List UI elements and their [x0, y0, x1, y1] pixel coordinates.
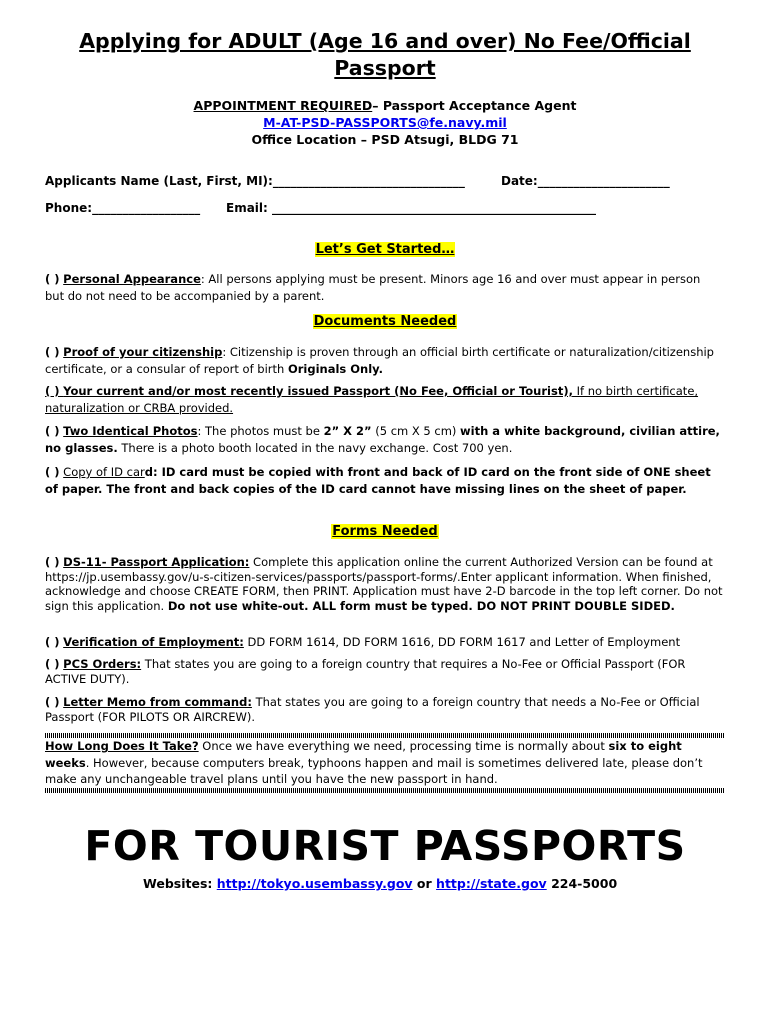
item-personal-appearance: ( ) Personal Appearance: All persons applying must be present. Minors age 16 and over must appear in person but do not need to be accompanied by a parent. [45, 272, 701, 303]
appointment-required: APPOINTMENT REQUIRED [193, 98, 373, 113]
item-title: Two Identical Photos [63, 424, 198, 438]
item-copy-of-id-card: ( ) Copy of ID card: ID card must be copied with front and back of ID card on the front side of ONE sheet of paper. The front and back copies of the ID card cannot have missing lines on the sheet of paper. [45, 465, 711, 496]
appointment-line [45, 97, 725, 114]
checkbox[interactable]: ( ) [45, 424, 60, 438]
title-line-2: Passport [334, 56, 436, 80]
how-long-paragraph: How Long Does It Take? Once we have everything we need, processing time is normally about six to eight weeks. However, because computers break, typhoons happen and mail is sometimes delivered late, please don’t make any unchangeable travel plans until you have the new passport in hand. [45, 739, 703, 786]
date-field[interactable]: Date:______________________ [501, 174, 670, 188]
checkbox[interactable]: ( ) [45, 384, 60, 398]
item-title: Personal Appearance [63, 272, 201, 286]
section-documents-needed: Documents Needed [313, 314, 457, 329]
checkbox[interactable]: ( ) [45, 345, 60, 359]
phone-number: 224-5000 [546, 876, 618, 891]
checkbox[interactable]: ( ) [45, 635, 60, 649]
usembassy-link[interactable]: http://tokyo.usembassy.gov [216, 876, 413, 891]
checkbox[interactable]: ( ) [45, 657, 60, 671]
item-title: DS-11- Passport Application: [63, 555, 250, 569]
item-title: Verification of Employment: [63, 635, 244, 649]
section-forms-needed: Forms Needed [332, 524, 438, 539]
item-title: PCS Orders: [63, 657, 142, 671]
email-link[interactable]: M-AT-PSD-PASSPORTS@fe.navy.mil [263, 115, 507, 130]
phone-field[interactable]: Phone:__________________ [45, 201, 201, 215]
item-current-passport: ( ) Your current and/or most recently issued Passport (No Fee, Official or Tourist), If no birth certificate, naturalization or CRBA provided. [45, 384, 699, 415]
item-title: Proof of your citizenship [63, 345, 223, 359]
item-two-identical-photos: ( ) Two Identical Photos: The photos must be 2” X 2” (5 cm X 5 cm) with a white background, civilian attire, no glasses. There is a photo booth located in the navy exchange. Cost 700 yen. [45, 424, 720, 455]
item-letter-memo: ( ) Letter Memo from command: That states you are going to a foreign country that needs a No-Fee or Official Passport (FOR PILOTS OR AIRCREW). [45, 695, 700, 724]
acceptance-agent: – Passport Acceptance Agent [372, 98, 577, 113]
office-location: Office Location – PSD Atsugi, BLDG 71 [251, 132, 519, 147]
checkbox[interactable]: ( ) [45, 272, 60, 286]
state-gov-link[interactable]: http://state.gov [436, 876, 547, 891]
page-title [45, 28, 725, 82]
item-ds11-application: ( ) DS-11- Passport Application: Complete this application online the current Authorized Version can be found at https://jp.usembassy.gov/u-s-citizen-services/passports/passport-forms/.Enter applicant information. When finished, acknowledge and choose CREATE FORM, then PRINT. Application must have 2-D barcode in the top left corner. Do not sign this application. Do not use white-out. ALL form must be typed. DO NOT PRINT DOUBLE SIDED. [45, 555, 723, 613]
item-pcs-orders: ( ) PCS Orders: That states you are going to a foreign country that requires a No-Fee or Official Passport (FOR ACTIVE DUTY). [45, 657, 686, 686]
checkbox[interactable]: ( ) [45, 695, 60, 709]
checkbox[interactable]: ( ) [45, 465, 60, 479]
item-proof-of-citizenship: ( ) Proof of your citizenship: Citizenship is proven through an official birth certificate or naturalization/citizenship certificate, or a consular of report of birth Originals Only. [45, 345, 714, 376]
checkbox[interactable]: ( ) [45, 555, 60, 569]
item-verification-of-employment: ( ) Verification of Employment: DD FORM 1614, DD FORM 1616, DD FORM 1617 and Letter of Employment [45, 635, 681, 649]
item-title: Copy of ID car [63, 465, 145, 479]
item-title: Your current and/or most recently issued Passport (No Fee, Official or Tourist), [63, 384, 573, 398]
email-line [45, 114, 725, 131]
title-line-1: Applying for ADULT (Age 16 and over) No Fee/Official [79, 29, 691, 53]
tourist-passports-heading: FOR TOURIST PASSPORTS [84, 822, 686, 870]
section-lets-get-started: Let’s Get Started… [315, 242, 455, 257]
item-title: Letter Memo from command: [63, 695, 252, 709]
applicant-name-field[interactable]: Applicants Name (Last, First, MI):________________________________ [45, 174, 465, 188]
how-long-title: How Long Does It Take? [45, 739, 199, 753]
websites-line: Websites: http://tokyo.usembassy.gov or http://state.gov 224-5000 [143, 876, 618, 891]
email-field[interactable]: Email: ______________________________________________________ [226, 201, 597, 215]
dotted-divider-bottom [45, 788, 725, 793]
